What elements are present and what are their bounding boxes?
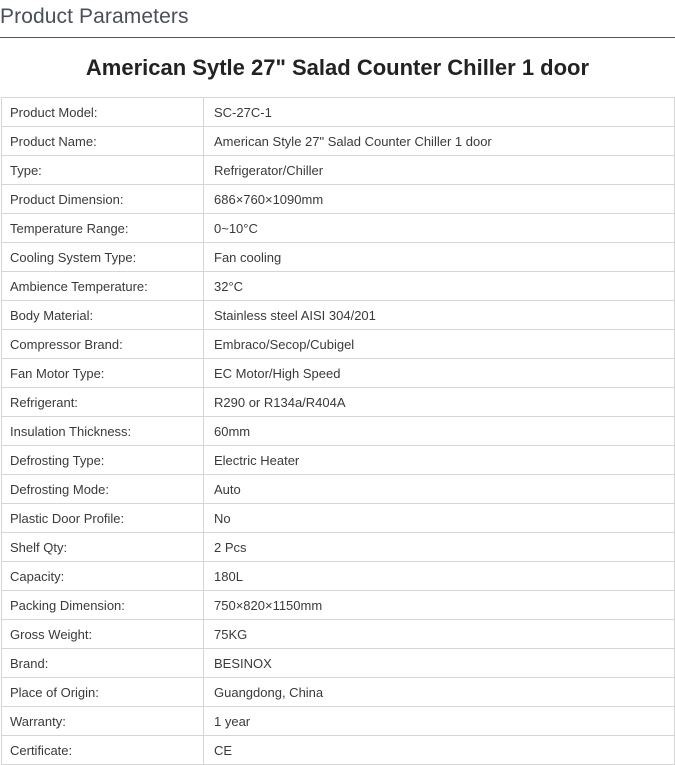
parameter-value: CE bbox=[204, 736, 675, 765]
parameter-row bbox=[2, 185, 675, 214]
parameter-row bbox=[2, 591, 675, 620]
parameter-label: Defrosting Mode: bbox=[2, 475, 204, 504]
parameter-label: Ambience Temperature: bbox=[2, 272, 204, 301]
parameter-label: Refrigerant: bbox=[2, 388, 204, 417]
parameter-value: 32°C bbox=[204, 272, 675, 301]
parameter-value: Embraco/Secop/Cubigel bbox=[204, 330, 675, 359]
parameter-row bbox=[2, 330, 675, 359]
parameter-row bbox=[2, 301, 675, 330]
parameter-label: Plastic Door Profile: bbox=[2, 504, 204, 533]
parameter-row bbox=[2, 562, 675, 591]
parameter-value: 750×820×1150mm bbox=[204, 591, 675, 620]
parameter-value: R290 or R134a/R404A bbox=[204, 388, 675, 417]
parameters-table-body bbox=[2, 98, 675, 765]
parameter-row bbox=[2, 678, 675, 707]
parameter-label: Body Material: bbox=[2, 301, 204, 330]
parameter-value: Guangdong, China bbox=[204, 678, 675, 707]
parameter-row bbox=[2, 127, 675, 156]
parameter-row bbox=[2, 736, 675, 765]
parameter-label: Warranty: bbox=[2, 707, 204, 736]
parameter-value: Refrigerator/Chiller bbox=[204, 156, 675, 185]
parameter-value: EC Motor/High Speed bbox=[204, 359, 675, 388]
parameter-row bbox=[2, 417, 675, 446]
parameter-row bbox=[2, 649, 675, 678]
parameter-label: Type: bbox=[2, 156, 204, 185]
parameter-label: Shelf Qty: bbox=[2, 533, 204, 562]
parameter-label: Insulation Thickness: bbox=[2, 417, 204, 446]
parameter-row bbox=[2, 98, 675, 127]
parameter-label: Capacity: bbox=[2, 562, 204, 591]
parameter-label: Place of Origin: bbox=[2, 678, 204, 707]
parameter-label: Temperature Range: bbox=[2, 214, 204, 243]
parameter-value: American Style 27" Salad Counter Chiller 1 door bbox=[204, 127, 675, 156]
parameter-label: Gross Weight: bbox=[2, 620, 204, 649]
product-title: American Sytle 27" Salad Counter Chiller 1 door bbox=[85, 55, 590, 80]
parameter-value: 75KG bbox=[204, 620, 675, 649]
parameters-table bbox=[1, 97, 675, 765]
parameter-row bbox=[2, 533, 675, 562]
parameter-value: SC-27C-1 bbox=[204, 98, 675, 127]
parameter-row bbox=[2, 214, 675, 243]
parameter-row bbox=[2, 475, 675, 504]
parameter-value: 0~10°C bbox=[204, 214, 675, 243]
parameter-value: Auto bbox=[204, 475, 675, 504]
parameter-value: 180L bbox=[204, 562, 675, 591]
parameter-row bbox=[2, 388, 675, 417]
parameter-value: 60mm bbox=[204, 417, 675, 446]
parameter-value: 686×760×1090mm bbox=[204, 185, 675, 214]
parameter-label: Packing Dimension: bbox=[2, 591, 204, 620]
parameter-value: 2 Pcs bbox=[204, 533, 675, 562]
parameter-value: Stainless steel AISI 304/201 bbox=[204, 301, 675, 330]
parameter-row bbox=[2, 272, 675, 301]
parameter-label: Fan Motor Type: bbox=[2, 359, 204, 388]
parameter-label: Product Model: bbox=[2, 98, 204, 127]
parameter-label: Product Name: bbox=[2, 127, 204, 156]
parameter-label: Product Dimension: bbox=[2, 185, 204, 214]
parameter-row bbox=[2, 707, 675, 736]
parameter-value: Fan cooling bbox=[204, 243, 675, 272]
parameter-row bbox=[2, 359, 675, 388]
parameter-row bbox=[2, 504, 675, 533]
parameter-label: Brand: bbox=[2, 649, 204, 678]
parameter-label: Certificate: bbox=[2, 736, 204, 765]
parameter-row bbox=[2, 446, 675, 475]
parameter-value: BESINOX bbox=[204, 649, 675, 678]
parameter-value: 1 year bbox=[204, 707, 675, 736]
parameter-row bbox=[2, 243, 675, 272]
parameter-value: Electric Heater bbox=[204, 446, 675, 475]
section-header bbox=[0, 0, 675, 38]
parameter-value: No bbox=[204, 504, 675, 533]
parameter-label: Defrosting Type: bbox=[2, 446, 204, 475]
parameter-row bbox=[2, 156, 675, 185]
parameter-row bbox=[2, 620, 675, 649]
section-title: Product Parameters bbox=[0, 5, 189, 28]
parameter-label: Cooling System Type: bbox=[2, 243, 204, 272]
parameter-label: Compressor Brand: bbox=[2, 330, 204, 359]
